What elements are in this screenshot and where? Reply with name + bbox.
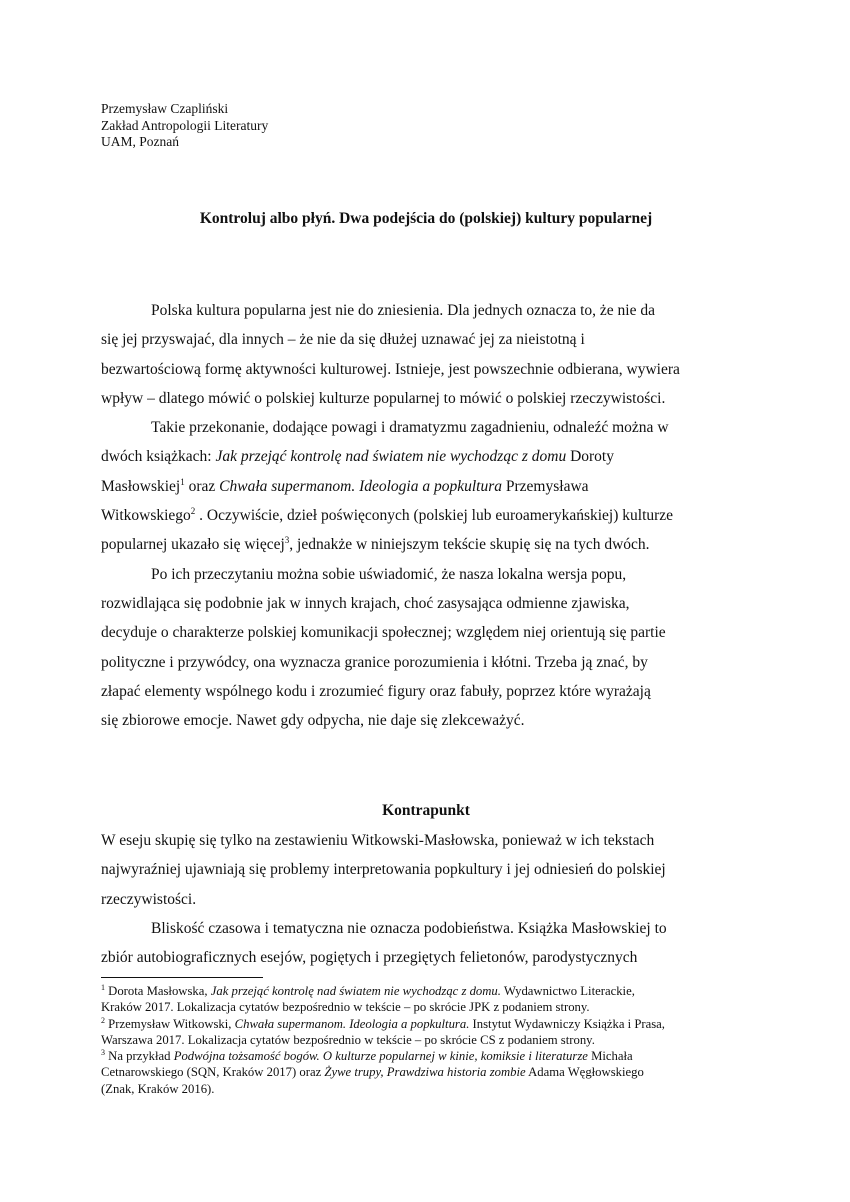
footnote-number: 2 <box>101 1015 105 1025</box>
paragraph-line: Witkowskiego$^2$ . Oczywiście, dzieł poświęconych (polskiej lub euroamerykańskiej) kulturze <box>101 505 674 525</box>
author-department: Zakład Antropologii Literatury <box>101 117 269 133</box>
book-title-italic: Chwała supermanom. Ideologia a popkultura. <box>234 1016 470 1031</box>
book-title-italic: Chwała supermanom. Ideologia a popkultura <box>219 477 503 495</box>
paragraph-line: decyduje o charakterze polskiej komunikacji społecznej; względem niej orientują się partie <box>101 624 666 642</box>
paragraph-line: polityczne i przywódcy, ona wyznacza granice porozumienia i kłótni. Trzeba ją znać, by <box>101 653 648 671</box>
footnote-line: Kraków 2017. Lokalizacja cytatów bezpośrednio w tekście – po skrócie JPK z podaniem strony. <box>101 1000 590 1015</box>
footnote-number: 3 <box>101 1047 105 1057</box>
paragraph-line: najwyraźniej ujawniają się problemy interpretowania popkultury i jej odniesień do polskiej <box>101 861 666 879</box>
document-title: Kontroluj albo płyń. Dwa podejścia do (polskiej) kultury popularnej <box>199 210 653 227</box>
footnotes <box>101 983 751 1097</box>
footnote-line: Cetnarowskiego (SQN, Kraków 2017) oraz Żywe trupy, Prawdziwa historia zombie Adama Węgłowskiego <box>101 1065 644 1080</box>
author-institution: UAM, Poznań <box>101 134 179 149</box>
book-title-italic: Jak przejąć kontrolę nad światem nie wychodząc z domu. <box>210 984 501 998</box>
paragraph-line: złapać elementy wspólnego kodu i zrozumieć figury oraz fabuły, poprzez które wyrażają <box>101 682 651 700</box>
section-heading: Kontrapunkt <box>382 802 470 819</box>
paragraph-line: popularnej ukazało się więcej$^3$, jednakże w niniejszym tekście skupię się na tych dwóch. <box>101 535 650 554</box>
paragraph-line: W eseju skupię się tylko na zestawieniu Witkowski-Masłowska, ponieważ w ich tekstach <box>101 832 655 849</box>
paragraph-line: się zbiorowe emocje. Nawet gdy odpycha, nie daje się zlekceważyć. <box>101 712 525 730</box>
footnote-line: $^3$ Na przykład Podwójna tożsamość bogów. O kulturze popularnej w kinie, komiksie i literaturze Michała <box>101 1047 633 1064</box>
paragraph-line: się jej przyswajać, dla innych – że nie da się dłużej uznawać jej za nieistotną i <box>101 331 585 349</box>
paragraph-line: Polska kultura popularna jest nie do zniesienia. Dla jednych oznacza to, że nie da <box>151 302 655 319</box>
paragraph-line: rzeczywistości. <box>101 890 197 908</box>
paragraph-line: Po ich przeczytaniu można sobie uświadomić, że nasza lokalna wersja popu, <box>151 565 627 583</box>
footnote-number: 1 <box>101 982 105 992</box>
paragraph-line: rozwidlająca się podobnie jak w innych krajach, choć zasysająca odmienne zjawiska, <box>101 594 630 612</box>
book-title-italic: Jak przejąć kontrolę nad światem nie wychodząc z domu <box>215 448 567 466</box>
footnote-ref[interactable]: 1 <box>180 476 185 487</box>
footnote-line: (Znak, Kraków 2016). <box>101 1081 215 1096</box>
book-title-italic: Podwójna tożsamość bogów. O kulturze popularnej w kinie, komiksie i literaturze <box>173 1049 588 1064</box>
footnote-line: Warszawa 2017. Lokalizacja cytatów bezpośrednio w tekście – po skrócie CS z podaniem strony. <box>101 1032 595 1047</box>
paragraph-line: bezwartościową formę aktywności kulturowej. Istnieje, jest powszechnie odbierana, wywiera <box>101 360 680 378</box>
paragraph-line: dwóch książkach: Jak przejąć kontrolę nad światem nie wychodząc z domu Doroty <box>101 448 614 466</box>
footnote-separator <box>101 977 263 978</box>
section-intro <box>101 296 749 735</box>
author-block <box>101 101 268 151</box>
footnote-line: $^1$ Dorota Masłowska, Jak przejąć kontrolę nad światem nie wychodząc z domu. Wydawnictwo Literackie, <box>101 982 635 998</box>
paragraph-line: Takie przekonanie, dodające powagi i dramatyzmu zagadnieniu, odnaleźć można w <box>151 419 669 437</box>
book-title-italic: Żywe trupy, Prawdziwa historia zombie <box>324 1065 526 1080</box>
paragraph-line: zbiór autobiograficznych esejów, pogiętych i przegiętych felietonów, parodystycznych <box>101 949 638 967</box>
paragraph-line: Masłowskiej$^1$ oraz Chwała supermanom. Ideologia a popkultura Przemysława <box>101 476 589 495</box>
footnote-line: $^2$ Przemysław Witkowski, Chwała supermanom. Ideologia a popkultura. Instytut Wydawniczy Książka i Prasa, <box>101 1015 665 1031</box>
paragraph-line: Bliskość czasowa i tematyczna nie oznacza podobieństwa. Książka Masłowskiej to <box>151 919 667 937</box>
paragraph-line: wpływ – dlatego mówić o polskiej kulturze popularnej to mówić o polskiej rzeczywistości. <box>101 389 666 407</box>
section-kontrapunkt <box>101 826 749 972</box>
author-name: Przemysław Czapliński <box>101 101 229 116</box>
footnote-ref[interactable]: 3 <box>284 535 290 546</box>
footnote-ref[interactable]: 2 <box>190 505 196 516</box>
